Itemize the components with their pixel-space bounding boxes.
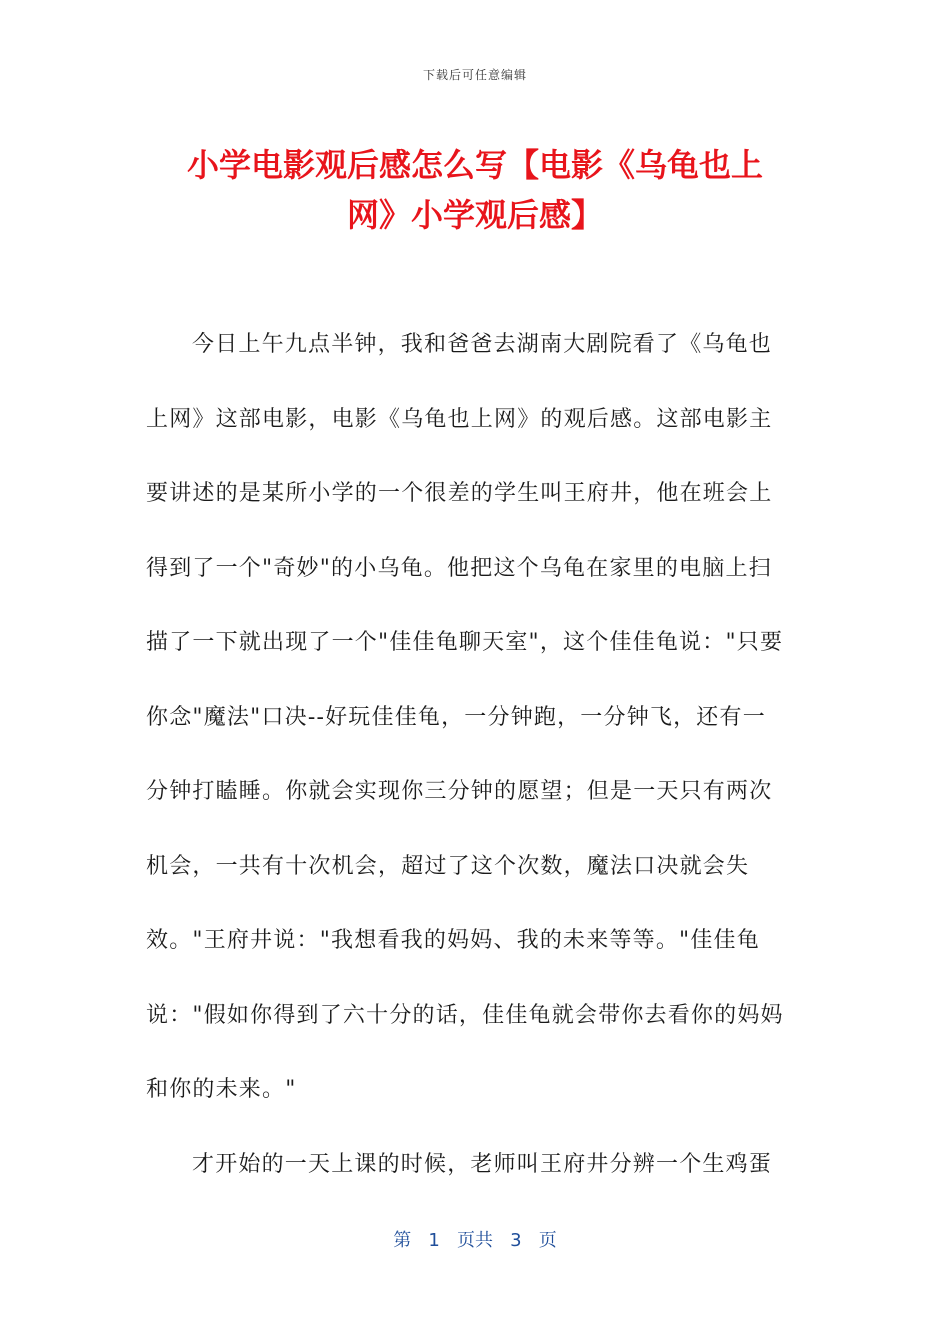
paragraph-line: 分钟打瞌睡。你就会实现你三分钟的愿望；但是一天只有两次 bbox=[146, 779, 773, 804]
footer-current-page: 1 bbox=[428, 1230, 440, 1251]
paragraph-line: 今日上午九点半钟，我和爸爸去湖南大剧院看了《乌龟也 bbox=[192, 332, 773, 357]
footer-suffix: 页 bbox=[538, 1230, 557, 1251]
paragraph-2 bbox=[146, 1140, 806, 1215]
title-line-2: 网》小学观后感】 bbox=[346, 196, 603, 234]
paragraph-line: 才开始的一天上课的时候，老师叫王府井分辨一个生鸡蛋 bbox=[192, 1151, 773, 1177]
paragraph-line: 和你的未来。" bbox=[146, 1077, 297, 1102]
paragraph-1 bbox=[146, 320, 806, 1140]
document-body bbox=[146, 320, 806, 1214]
paragraph-line: 效。"王府井说："我想看我的妈妈、我的未来等等。"佳佳龟 bbox=[146, 928, 760, 953]
header-note: 下载后可任意编辑 bbox=[422, 68, 527, 82]
paragraph-line: 要讲述的是某所小学的一个很差的学生叫王府井，他在班会上 bbox=[146, 481, 773, 506]
paragraph-line: 上网》这部电影，电影《乌龟也上网》的观后感。这部电影主 bbox=[146, 406, 773, 432]
paragraph-line: 你念"魔法"口决--好玩佳佳龟，一分钟跑，一分钟飞，还有一 bbox=[146, 704, 766, 730]
footer-middle: 页共 bbox=[457, 1230, 493, 1251]
paragraph-line: 机会，一共有十次机会，超过了这个次数，魔法口决就会失 bbox=[146, 853, 750, 879]
paragraph-line: 说："假如你得到了六十分的话，佳佳龟就会带你去看你的妈妈 bbox=[146, 1002, 784, 1028]
footer-total-pages: 3 bbox=[510, 1230, 522, 1251]
title-line-1: 小学电影观后感怎么写【电影《乌龟也上 bbox=[186, 146, 763, 184]
paragraph-line: 得到了一个"奇妙"的小乌龟。他把这个乌龟在家里的电脑上扫 bbox=[146, 555, 772, 581]
footer-prefix: 第 bbox=[393, 1230, 412, 1251]
page-footer bbox=[0, 1226, 950, 1252]
document-title bbox=[120, 140, 830, 240]
paragraph-line: 描了一下就出现了一个"佳佳龟聊天室"，这个佳佳龟说："只要 bbox=[146, 630, 784, 655]
